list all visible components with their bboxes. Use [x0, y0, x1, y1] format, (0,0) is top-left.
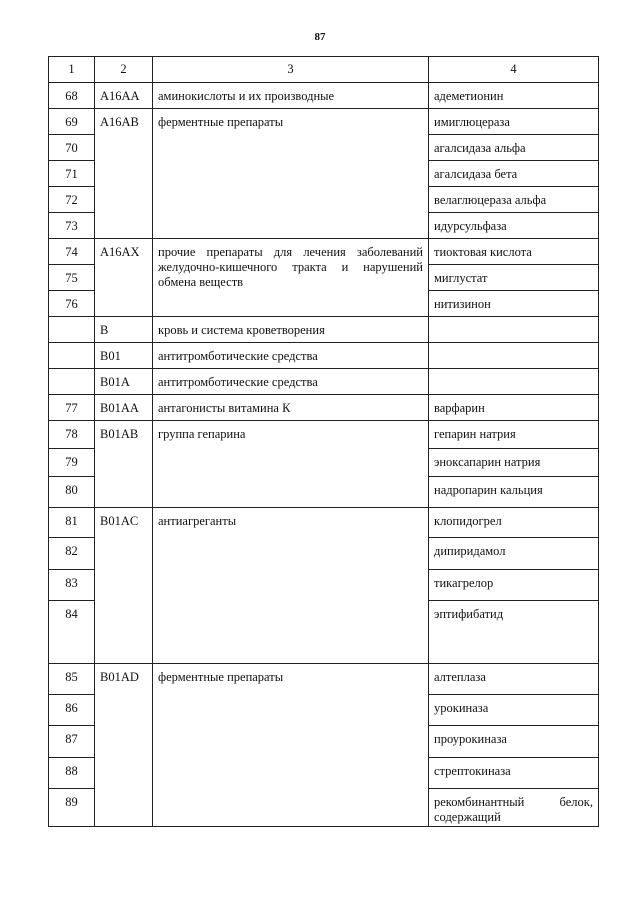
- drug-name: тиоктовая кислота: [429, 239, 599, 265]
- table-row: [49, 421, 599, 449]
- group-name: антитромботические средства: [153, 343, 429, 369]
- drug-name: рекомбинантный белок, содержащий: [429, 789, 599, 827]
- atc-code: A16AX: [95, 239, 153, 317]
- row-number: 72: [49, 187, 95, 213]
- row-number: 87: [49, 726, 95, 758]
- drug-name: нитизинон: [429, 291, 599, 317]
- drug-name: адеметионин: [429, 83, 599, 109]
- table-row: [49, 83, 599, 109]
- drug-name: [429, 317, 599, 343]
- row-number: 86: [49, 695, 95, 726]
- row-number: 82: [49, 538, 95, 570]
- table-row: [49, 395, 599, 421]
- row-number: 78: [49, 421, 95, 449]
- group-name: аминокислоты и их производные: [153, 83, 429, 109]
- header-row: [49, 57, 599, 83]
- drug-name: миглустат: [429, 265, 599, 291]
- drug-name: варфарин: [429, 395, 599, 421]
- drug-name: тикагрелор: [429, 570, 599, 601]
- row-number: 70: [49, 135, 95, 161]
- atc-code: B: [95, 317, 153, 343]
- table-row: [49, 317, 599, 343]
- row-number: 75: [49, 265, 95, 291]
- atc-code: B01A: [95, 369, 153, 395]
- table-row: [49, 369, 599, 395]
- group-name: группа гепарина: [153, 421, 429, 508]
- drug-name: дипиридамол: [429, 538, 599, 570]
- col-header-1: 1: [49, 57, 95, 83]
- page-number: 87: [314, 31, 326, 43]
- row-number: 80: [49, 477, 95, 508]
- drug-name: эптифибатид: [429, 601, 599, 664]
- group-name: антиагреганты: [153, 508, 429, 664]
- table-row: [49, 109, 599, 135]
- group-name: ферментные препараты: [153, 664, 429, 827]
- row-number: [49, 369, 95, 395]
- drug-name: урокиназа: [429, 695, 599, 726]
- col-header-2: 2: [95, 57, 153, 83]
- drug-name: идурсульфаза: [429, 213, 599, 239]
- group-name: кровь и система кроветворения: [153, 317, 429, 343]
- drug-name: [429, 369, 599, 395]
- col-header-4: 4: [429, 57, 599, 83]
- drug-name: имиглюцераза: [429, 109, 599, 135]
- table-row: [49, 343, 599, 369]
- drug-name: агалсидаза альфа: [429, 135, 599, 161]
- col-header-3: 3: [153, 57, 429, 83]
- group-name: прочие препараты для лечения заболеваний желудочно-кишечного тракта и нарушений обмена веществ: [153, 239, 429, 317]
- group-name: антитромботические средства: [153, 369, 429, 395]
- atc-code: B01AD: [95, 664, 153, 827]
- drug-name: гепарин натрия: [429, 421, 599, 449]
- table-row: [49, 664, 599, 695]
- drug-name: проурокиназа: [429, 726, 599, 758]
- atc-code: B01: [95, 343, 153, 369]
- atc-code: B01AB: [95, 421, 153, 508]
- row-number: 88: [49, 758, 95, 789]
- table-row: [49, 508, 599, 538]
- drug-name: надропарин кальция: [429, 477, 599, 508]
- row-number: 79: [49, 449, 95, 477]
- group-name: антагонисты витамина К: [153, 395, 429, 421]
- drug-name: велаглюцераза альфа: [429, 187, 599, 213]
- row-number: 71: [49, 161, 95, 187]
- drug-name: стрептокиназа: [429, 758, 599, 789]
- drug-name: агалсидаза бета: [429, 161, 599, 187]
- row-number: 77: [49, 395, 95, 421]
- row-number: [49, 317, 95, 343]
- table-row: [49, 239, 599, 265]
- atc-code: B01AA: [95, 395, 153, 421]
- row-number: 73: [49, 213, 95, 239]
- row-number: [49, 343, 95, 369]
- row-number: 85: [49, 664, 95, 695]
- drug-name: [429, 343, 599, 369]
- row-number: 89: [49, 789, 95, 827]
- row-number: 83: [49, 570, 95, 601]
- row-number: 84: [49, 601, 95, 664]
- atc-code: B01AC: [95, 508, 153, 664]
- drug-table: [48, 56, 599, 827]
- group-name: ферментные препараты: [153, 109, 429, 239]
- drug-name: эноксапарин натрия: [429, 449, 599, 477]
- row-number: 76: [49, 291, 95, 317]
- drug-name: клопидогрел: [429, 508, 599, 538]
- atc-code: A16AA: [95, 83, 153, 109]
- row-number: 68: [49, 83, 95, 109]
- drug-name: алтеплаза: [429, 664, 599, 695]
- row-number: 74: [49, 239, 95, 265]
- row-number: 81: [49, 508, 95, 538]
- row-number: 69: [49, 109, 95, 135]
- atc-code: A16AB: [95, 109, 153, 239]
